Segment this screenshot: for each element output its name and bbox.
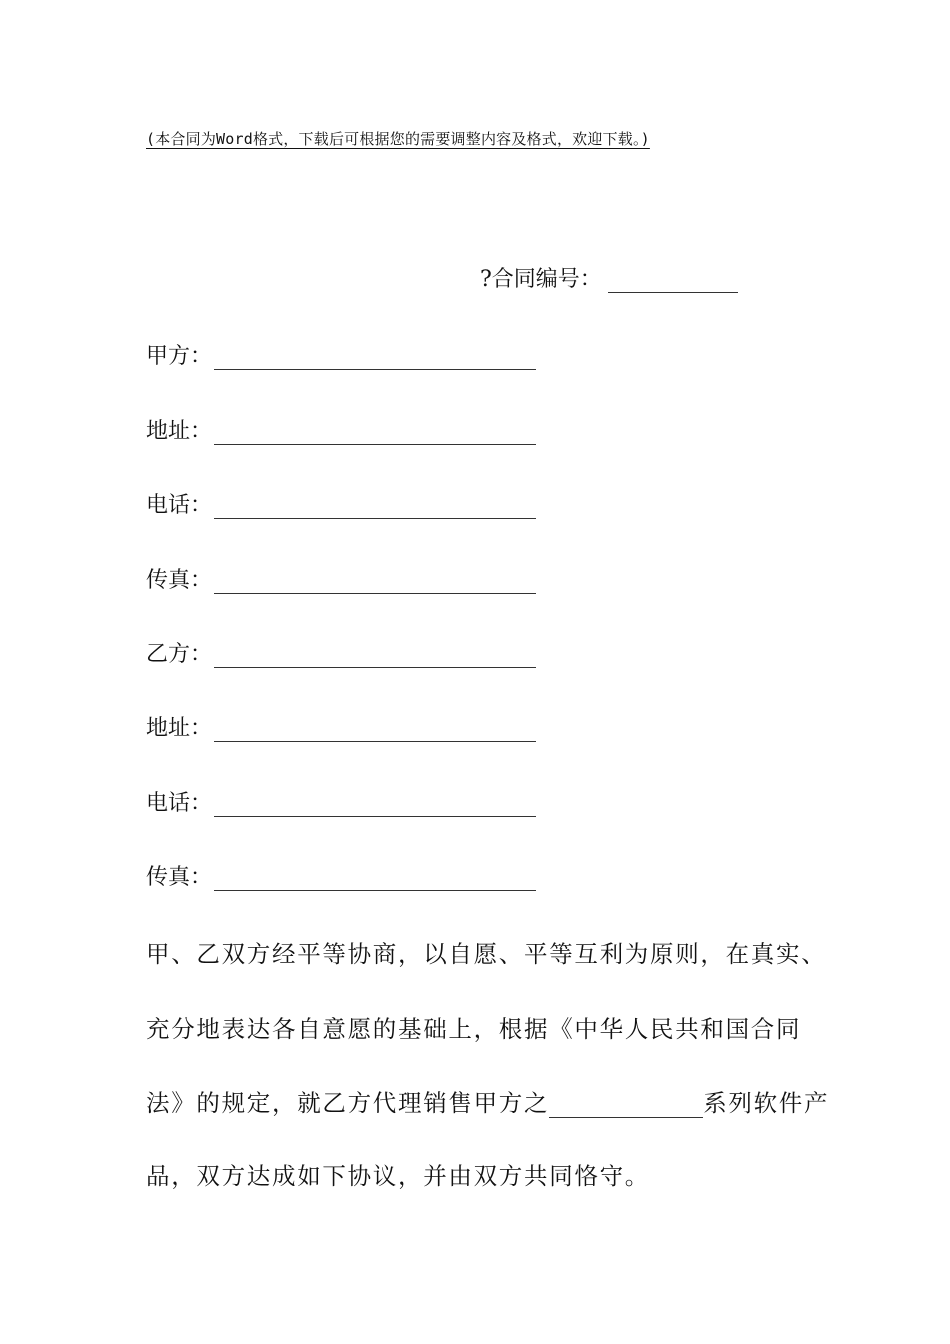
party-b-phone-row [146,786,536,817]
field-label: 地址： [146,716,213,741]
body-text-segment: 法》的规定，就乙方代理销售甲方之 [146,1089,550,1117]
party-b-address-row [146,711,536,742]
field-label: 电话： [146,493,213,518]
party-a-name-row [146,339,536,370]
field-label: 电话： [146,791,213,816]
fill-in-blank [214,424,536,445]
party-b-name-row [146,637,536,668]
contract-number-blank [608,270,738,293]
party-a-fax-row [146,563,536,594]
field-label: 传真： [146,865,213,890]
fill-in-blank [214,796,536,817]
body-paragraph-line: 品，双方达成如下协议，并由双方共同恪守。 [146,1162,650,1190]
party-b-fax-row [146,860,536,891]
fill-in-blank [214,498,536,519]
body-text-segment: 系列软件产 [703,1089,830,1117]
body-paragraph-line [146,1084,829,1118]
product-series-blank [549,1095,703,1118]
fill-in-blank [214,573,536,594]
body-paragraph-line: 甲、乙双方经平等协商，以自愿、平等互利为原则，在真实、 [146,940,827,968]
fill-in-blank [214,349,536,370]
fill-in-blank [214,870,536,891]
field-label: 传真： [146,568,213,593]
body-paragraph-line: 充分地表达各自意愿的基础上，根据《中华人民共和国合同 [146,1015,802,1043]
field-label: 地址： [146,419,213,444]
field-label: 甲方： [146,344,213,369]
field-label: 乙方： [146,642,213,667]
download-notice: (本合同为Word格式，下载后可根据您的需要调整内容及格式，欢迎下载。) [146,130,650,148]
contract-number-label: ?合同编号： [480,267,602,292]
contract-number-row [480,262,738,293]
party-a-phone-row [146,488,536,519]
fill-in-blank [214,647,536,668]
fill-in-blank [214,721,536,742]
party-a-address-row [146,414,536,445]
